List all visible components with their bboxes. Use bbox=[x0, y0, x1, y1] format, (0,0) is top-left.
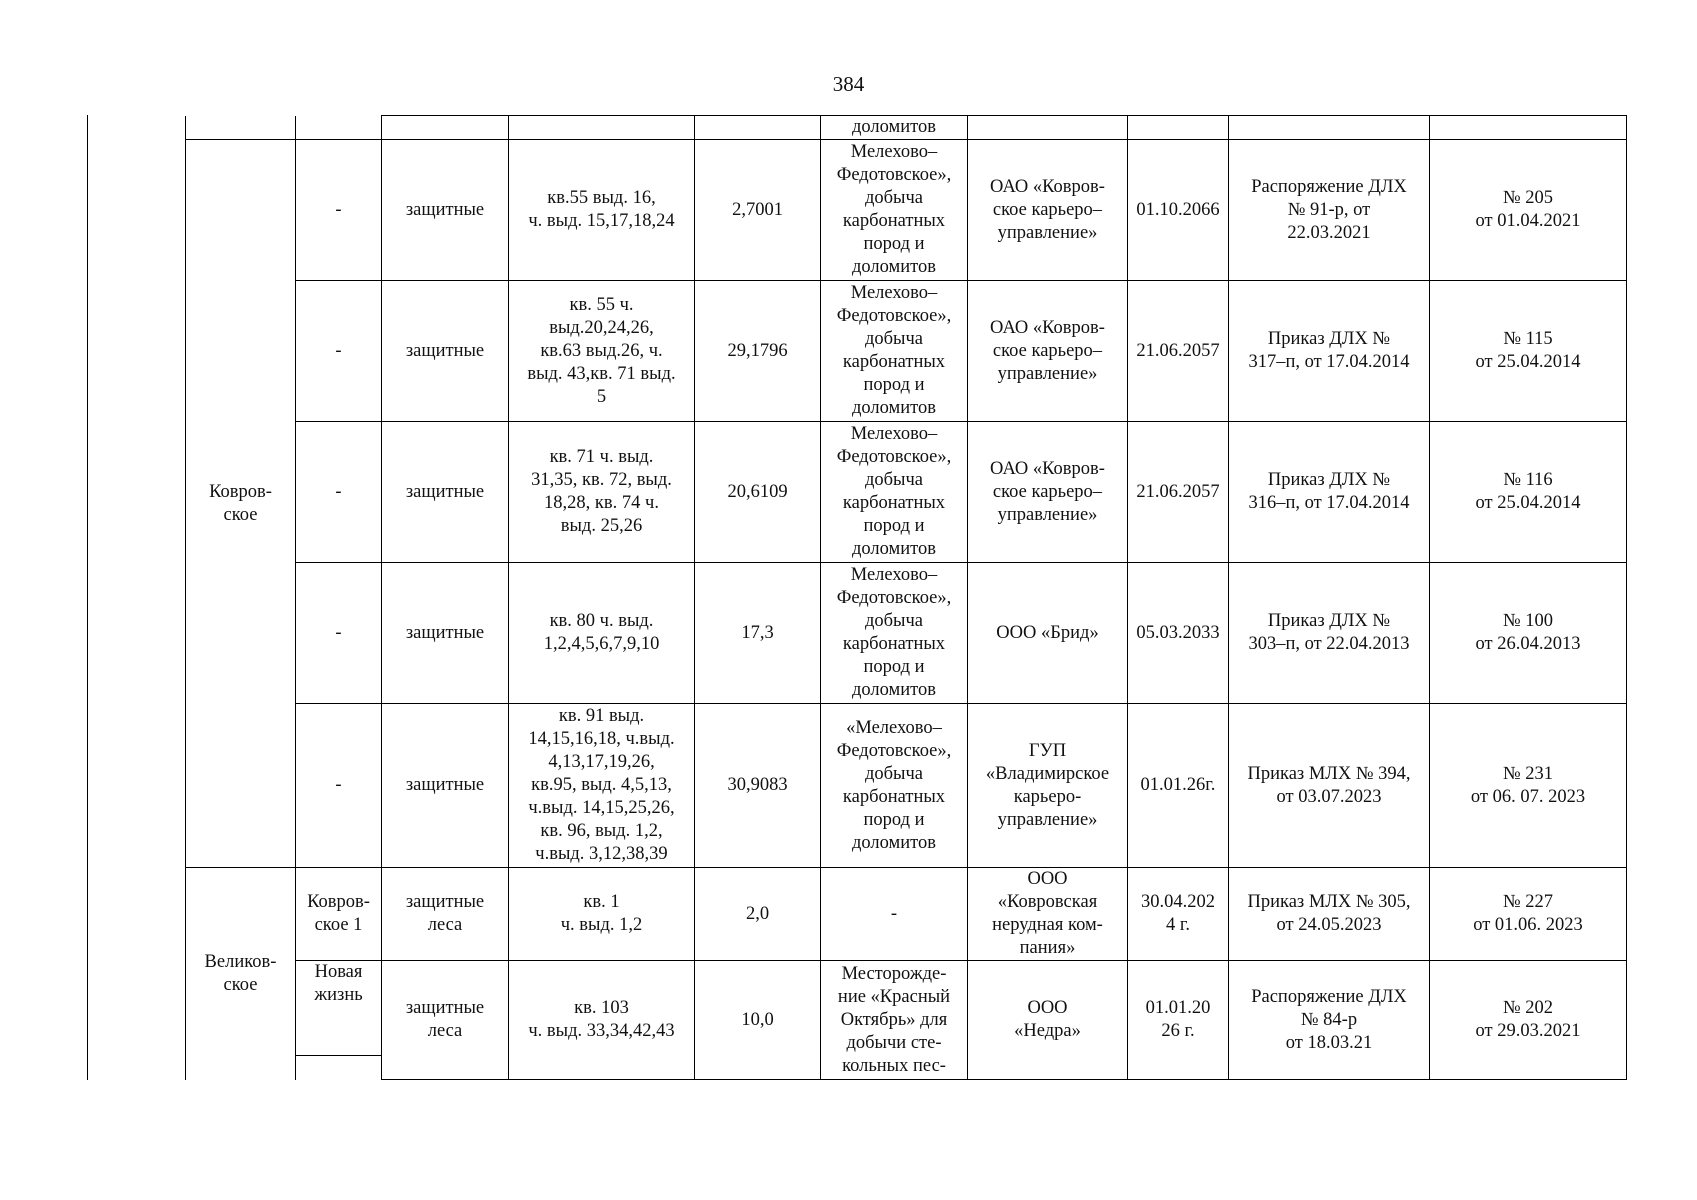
cell-user: ОАО «Ковров- ское карьеро– управление» bbox=[968, 140, 1128, 281]
cell-purpose: Месторожде- ние «Красный Октябрь» для добычи сте- кольных пес- bbox=[821, 961, 968, 1080]
cell-purpose: Мелехово– Федотовское», добыча карбонатных пород и доломитов bbox=[821, 563, 968, 704]
cell-purpose: Мелехово– Федотовское», добыча карбонатных пород и доломитов bbox=[821, 140, 968, 281]
cell-location: кв. 1 ч. выд. 1,2 bbox=[509, 868, 695, 961]
cell-location: кв.55 выд. 16, ч. выд. 15,17,18,24 bbox=[509, 140, 695, 281]
cell-location: кв. 103 ч. выд. 33,34,42,43 bbox=[509, 961, 695, 1080]
forestry-name: Ковров- ское bbox=[186, 140, 296, 868]
cell-category: защитные bbox=[382, 563, 509, 704]
table-row bbox=[186, 281, 1627, 422]
cell-basis: Приказ МЛХ № 305, от 24.05.2023 bbox=[1229, 868, 1430, 961]
cell-contract: № 115 от 25.04.2014 bbox=[1430, 281, 1627, 422]
cell-term: 01.01.26г. bbox=[1128, 704, 1229, 868]
cell-term bbox=[1128, 116, 1229, 140]
table-row bbox=[186, 140, 1627, 281]
cell-basis bbox=[1229, 116, 1430, 140]
cell-purpose: - bbox=[821, 868, 968, 961]
cell-basis: Приказ ДЛХ № 317–п, от 17.04.2014 bbox=[1229, 281, 1430, 422]
cell-basis: Приказ ДЛХ № 303–п, от 22.04.2013 bbox=[1229, 563, 1430, 704]
cell-category: защитные bbox=[382, 281, 509, 422]
cell-location: кв. 80 ч. выд. 1,2,4,5,6,7,9,10 bbox=[509, 563, 695, 704]
cell-contract bbox=[1430, 116, 1627, 140]
cell-contract: № 231 от 06. 07. 2023 bbox=[1430, 704, 1627, 868]
cell-term: 01.10.2066 bbox=[1128, 140, 1229, 281]
cell-area: 29,1796 bbox=[695, 281, 821, 422]
cell-purpose: Мелехово– Федотовское», добыча карбонатных пород и доломитов bbox=[821, 281, 968, 422]
cell-subdivision: - bbox=[296, 281, 382, 422]
cell-category bbox=[382, 116, 509, 140]
cell-category: защитные леса bbox=[382, 961, 509, 1080]
cell-forestry bbox=[186, 116, 296, 140]
cell-area bbox=[695, 116, 821, 140]
lease-register-table bbox=[185, 115, 1627, 1080]
cell-user: ОАО «Ковров- ское карьеро– управление» bbox=[968, 422, 1128, 563]
cell-term: 30.04.202 4 г. bbox=[1128, 868, 1229, 961]
cell-user bbox=[968, 116, 1128, 140]
table-row bbox=[186, 563, 1627, 704]
cell-subdivision bbox=[296, 116, 382, 140]
cell-subdivision: - bbox=[296, 422, 382, 563]
cell-contract: № 100 от 26.04.2013 bbox=[1430, 563, 1627, 704]
cell-area: 17,3 bbox=[695, 563, 821, 704]
cell-category: защитные bbox=[382, 422, 509, 563]
cell-subdivision: Ковров- ское 1 bbox=[296, 868, 382, 961]
cell-subdivision: Новая жизнь bbox=[296, 961, 382, 1056]
cell-location bbox=[509, 116, 695, 140]
cell-term: 05.03.2033 bbox=[1128, 563, 1229, 704]
cell-user: ОАО «Ковров- ское карьеро– управление» bbox=[968, 281, 1128, 422]
cell-user: ООО «Ковровская нерудная ком- пания» bbox=[968, 868, 1128, 961]
cell-user: ООО «Недра» bbox=[968, 961, 1128, 1080]
page-number: 384 bbox=[832, 72, 865, 96]
cell-purpose: Мелехово– Федотовское», добыча карбонатных пород и доломитов bbox=[821, 422, 968, 563]
cell-basis: Приказ МЛХ № 394, от 03.07.2023 bbox=[1229, 704, 1430, 868]
forestry-name: Великов- ское bbox=[186, 868, 296, 1080]
cell-subdivision: - bbox=[296, 140, 382, 281]
cell-subdivision: - bbox=[296, 563, 382, 704]
cell-term: 01.01.20 26 г. bbox=[1128, 961, 1229, 1080]
cell-location: кв. 71 ч. выд. 31,35, кв. 72, выд. 18,28, кв. 74 ч. выд. 25,26 bbox=[509, 422, 695, 563]
cell-purpose: «Мелехово– Федотовское», добыча карбонатных пород и доломитов bbox=[821, 704, 968, 868]
cell-category: защитные bbox=[382, 140, 509, 281]
cell-category: защитные bbox=[382, 704, 509, 868]
cell-location: кв. 91 выд. 14,15,16,18, ч.выд. 4,13,17,19,26, кв.95, выд. 4,5,13, ч.выд. 14,15,25,26, кв. 96, выд. 1,2, ч.выд. 3,12,38,39 bbox=[509, 704, 695, 868]
cell-purpose: доломитов bbox=[821, 116, 968, 140]
cell-category: защитные леса bbox=[382, 868, 509, 961]
cell-basis: Распоряжение ДЛХ № 84-р от 18.03.21 bbox=[1229, 961, 1430, 1080]
left-margin-line bbox=[87, 115, 88, 1080]
cell-area: 10,0 bbox=[695, 961, 821, 1080]
cell-term: 21.06.2057 bbox=[1128, 422, 1229, 563]
table-row-continuation bbox=[186, 116, 1627, 140]
cell-area: 30,9083 bbox=[695, 704, 821, 868]
cell-contract: № 202 от 29.03.2021 bbox=[1430, 961, 1627, 1080]
cell-subdivision: - bbox=[296, 704, 382, 868]
table-row bbox=[186, 704, 1627, 868]
table-row bbox=[186, 961, 1627, 1056]
cell-contract: № 205 от 01.04.2021 bbox=[1430, 140, 1627, 281]
cell-basis: Распоряжение ДЛХ № 91-р, от 22.03.2021 bbox=[1229, 140, 1430, 281]
cell-subdivision bbox=[296, 1056, 382, 1080]
cell-contract: № 116 от 25.04.2014 bbox=[1430, 422, 1627, 563]
cell-area: 2,7001 bbox=[695, 140, 821, 281]
cell-area: 2,0 bbox=[695, 868, 821, 961]
table-row bbox=[186, 422, 1627, 563]
table-row bbox=[186, 868, 1627, 961]
cell-area: 20,6109 bbox=[695, 422, 821, 563]
cell-location: кв. 55 ч. выд.20,24,26, кв.63 выд.26, ч. выд. 43,кв. 71 выд. 5 bbox=[509, 281, 695, 422]
cell-basis: Приказ ДЛХ № 316–п, от 17.04.2014 bbox=[1229, 422, 1430, 563]
cell-term: 21.06.2057 bbox=[1128, 281, 1229, 422]
cell-contract: № 227 от 01.06. 2023 bbox=[1430, 868, 1627, 961]
cell-user: ГУП «Владимирское карьеро- управление» bbox=[968, 704, 1128, 868]
cell-user: ООО «Брид» bbox=[968, 563, 1128, 704]
